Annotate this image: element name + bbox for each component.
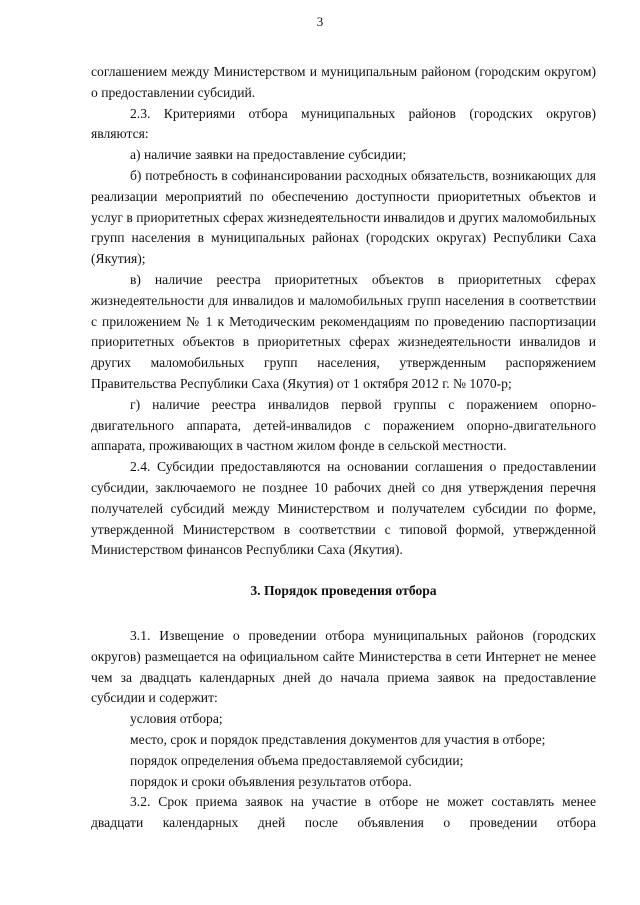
list-item: порядок определения объема предоставляемой субсидии;: [130, 752, 464, 768]
paragraph-continuation: соглашением между Министерством и муниципальным районом (городским округом) о предоставлении субсидий.: [91, 64, 596, 100]
page-number: 3: [316, 14, 324, 29]
paragraph-3-1: 3.1. Извещение о проведении отбора муниципальных районов (городских округов) размещается на официальном сайте Министерства в сети Интернет не менее чем за двадцать календарных дней до начала приема заявок на предоставление субсидии и содержит:: [91, 627, 596, 706]
section-heading: 3. Порядок проведения отбора: [250, 583, 437, 599]
criterion-v: в) наличие реестра приоритетных объектов в приоритетных сферах жизнедеятельности для инвалидов и маломобильных групп населения в соответствии с приложением № 1 к Методическим рекомендациям по проведению паспортизации приоритетных объектов в приоритетных сферах жизнедеятельности инвалидов и других маломобильных групп населения, утвержденным распоряжением Правительства Республики Саха (Якутия) от 1 октября 2012 г. № 1070-р;: [91, 271, 596, 391]
criterion-a: а) наличие заявки на предоставление субсидии;: [130, 147, 407, 163]
list-item: условия отбора;: [130, 711, 223, 727]
list-item: место, срок и порядок представления документов для участия в отборе;: [130, 731, 546, 747]
list-item: порядок и сроки объявления результатов отбора.: [130, 773, 412, 789]
document-body: [91, 62, 596, 834]
criterion-g: г) наличие реестра инвалидов первой группы с поражением опорно-двигательного аппарата, детей-инвалидов с поражением опорно-двигательного аппарата, проживающих в частном жилом фонде в сельской местности.: [91, 396, 596, 454]
paragraph-2-4: 2.4. Субсидии предоставляются на основании соглашения о предоставлении субсидии, заключаемого не позднее 10 рабочих дней со дня утверждения перечня получателей субсидий между Министерством и получателем субсидии по форме, утвержденной Министерством в соответствии с типовой формой, утвержденной Министерством финансов Республики Саха (Якутия).: [91, 459, 596, 558]
paragraph-2-3: 2.3. Критериями отбора муниципальных районов (городских округов) являются:: [91, 105, 596, 142]
criterion-b: б) потребность в софинансировании расходных обязательств, возникающих для реализации мероприятий по обеспечению доступности приоритетных объектов и услуг в приоритетных сферах жизнедеятельности инвалидов и других маломобильных групп населения в муниципальных районах (городских округах) Республики Саха (Якутия);: [91, 167, 596, 267]
paragraph-3-2: 3.2. Срок приема заявок на участие в отборе не может составлять менее двадцати календарных дней после объявления о проведении отбора: [91, 794, 596, 831]
